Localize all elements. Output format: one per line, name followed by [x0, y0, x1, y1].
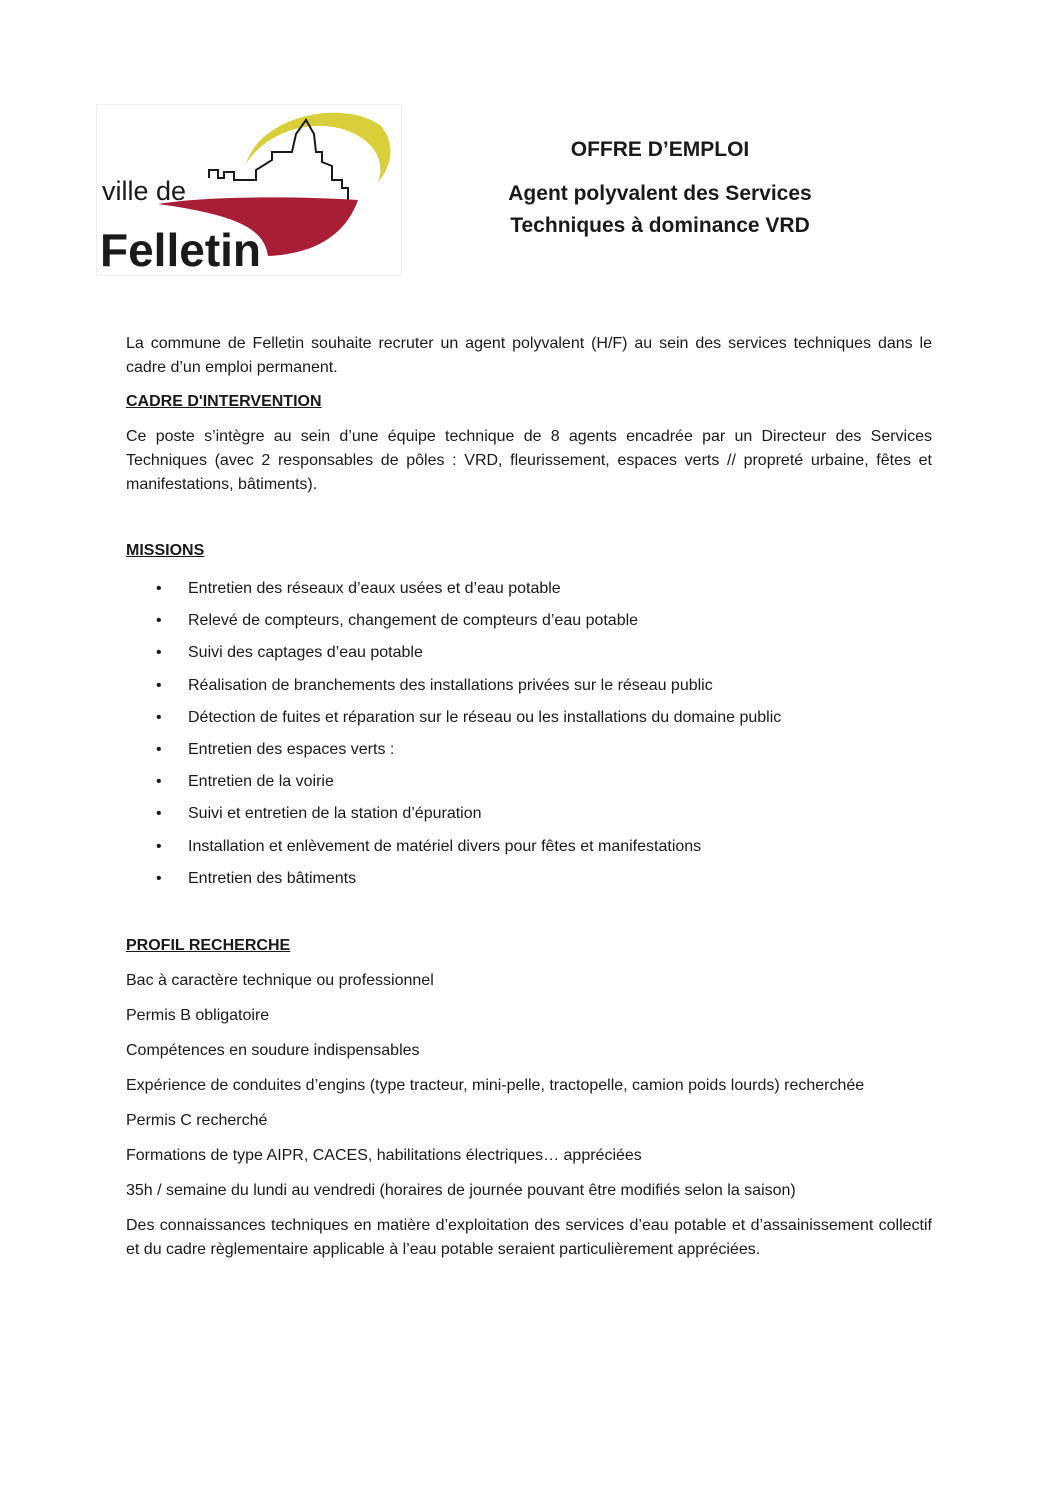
intro-paragraph: La commune de Felletin souhaite recruter un agent polyvalent (H/F) au sein des services techniques dans le cadre d’un emploi permanent.: [126, 335, 932, 376]
bullet-icon: •: [156, 837, 162, 855]
logo-line2: Felletin: [100, 224, 262, 276]
list-item: • Entretien de la voirie: [126, 770, 932, 802]
profil-item: Permis B obligatoire: [126, 1006, 270, 1024]
profil-item: Bac à caractère technique ou professionnel: [126, 971, 434, 989]
profil-list: [126, 969, 932, 1262]
profil-item: 35h / semaine du lundi au vendredi (horaires de journée pouvant être modifiés selon la saison): [126, 1181, 796, 1199]
bullet-icon: •: [156, 869, 162, 887]
list-item: • Entretien des espaces verts :: [126, 738, 932, 770]
missions-list: [126, 577, 932, 899]
cadre-heading: CADRE D'INTERVENTION: [126, 393, 322, 410]
list-item: • Installation et enlèvement de matériel divers pour fêtes et manifestations: [126, 835, 932, 867]
offer-header: [440, 138, 880, 242]
list-item: • Suivi et entretien de la station d’épuration: [126, 802, 932, 834]
offer-label: OFFRE D’EMPLOI: [570, 138, 750, 161]
list-item: • Suivi des captages d’eau potable: [126, 641, 932, 673]
bullet-icon: •: [156, 773, 162, 791]
job-title-line1: Agent polyvalent des Services: [508, 182, 812, 205]
bullet-icon: •: [156, 580, 162, 597]
list-item: • Détection de fuites et réparation sur le réseau ou les installations du domaine public: [126, 706, 932, 738]
logo-line1: ville de: [102, 176, 187, 206]
bullet-icon: •: [156, 612, 162, 630]
bullet-icon: •: [156, 708, 162, 726]
list-item: • Réalisation de branchements des installations privées sur le réseau public: [126, 674, 932, 706]
list-item: • Entretien des réseaux d’eaux usées et d’eau potable: [126, 577, 932, 609]
job-title-line2: Techniques à dominance VRD: [510, 214, 810, 237]
profil-item: Compétences en soudure indispensables: [126, 1041, 420, 1059]
list-item: • Entretien des bâtiments: [126, 867, 932, 899]
felletin-logo: [96, 104, 402, 276]
profil-item: Des connaissances techniques en matière d’exploitation des services d’eau potable et d’assainissement collectif et du cadre règlementaire applicable à l’eau potable seraient particulièrement appréciées.: [126, 1216, 932, 1258]
profil-item: Expérience de conduites d’engins (type tracteur, mini-pelle, tractopelle, camion poids lourds) recherchée: [126, 1076, 865, 1094]
profil-item: Formations de type AIPR, CACES, habilitations électriques… appréciées: [126, 1146, 642, 1164]
offer-body: [126, 332, 932, 1273]
missions-heading: MISSIONS: [126, 542, 205, 559]
list-item: • Relevé de compteurs, changement de compteurs d’eau potable: [126, 609, 932, 641]
profil-item: Permis C recherché: [126, 1111, 268, 1129]
profil-heading: PROFIL RECHERCHE: [126, 936, 291, 954]
bullet-icon: •: [156, 805, 162, 823]
cadre-paragraph: Ce poste s’intègre au sein d’une équipe technique de 8 agents encadrée par un Directeur des Services Techniques (avec 2 responsables de pôles : VRD, fleurissement, espaces verts // propreté urbaine, fêtes et manifestations, bâtiments).: [126, 428, 932, 493]
bullet-icon: •: [156, 644, 162, 662]
bullet-icon: •: [156, 676, 162, 694]
bullet-icon: •: [156, 740, 162, 758]
logo-graphic: [96, 104, 402, 276]
